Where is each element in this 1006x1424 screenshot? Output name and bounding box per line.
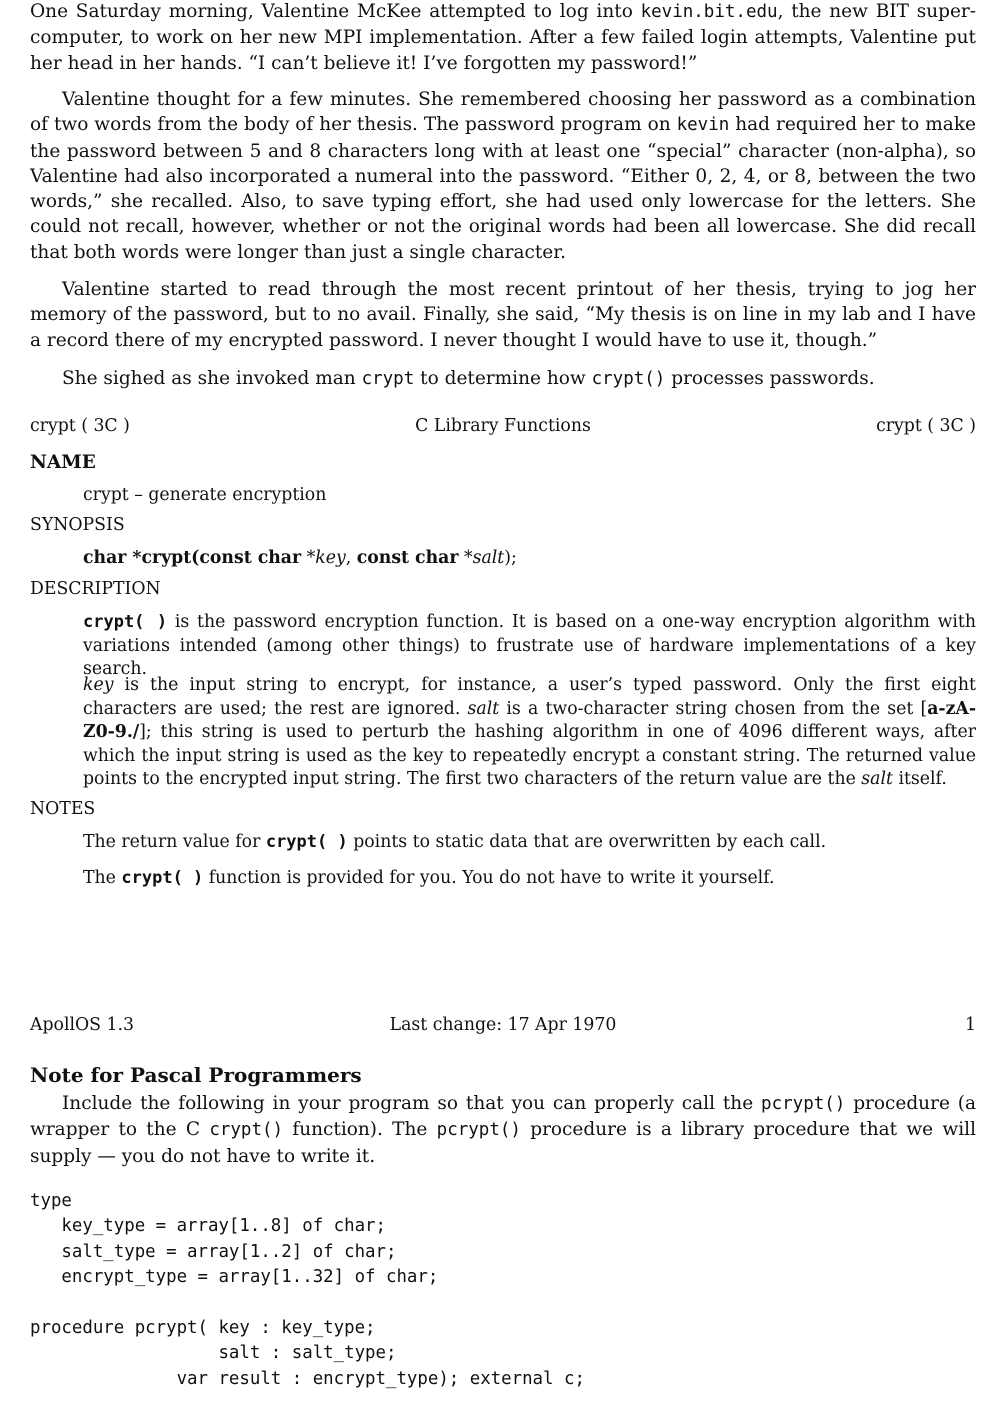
- story-paragraph-1: One Saturday morning, Valentine McKee attempted to log into kevin.bit.edu, the new BIT super-computer, to work on her new MPI implementation. After a few failed login attempts, Valentine put her head in her hands. “I can’t believe it! I’ve forgotten my password!”: [30, 1, 976, 74]
- pascal-paragraph: Include the following in your program so that you can properly call the pcrypt() procedure (a wrapper to the C crypt() function). The pcrypt() procedure is a library procedure that we will supply — you do not have to write it.: [30, 1093, 976, 1167]
- man-command: crypt: [361, 369, 415, 389]
- man-footer-page: 1: [965, 1015, 976, 1035]
- code-type-block: type key_type = array[1..8] of char; salt_type = array[1..2] of char; encrypt_type = array[1..32] of char;: [30, 1191, 439, 1288]
- name-text: crypt – generate encryption: [83, 485, 327, 505]
- man-footer: [30, 1015, 976, 1039]
- story-paragraph-3: Valentine started to read through the most recent printout of her thesis, trying to jog her memory of the password, but to no avail. Finally, she said, “My thesis is on line in my lab and I have a record there of my encrypted password. I never thought I would have to use it, though.”: [30, 279, 976, 351]
- crypt-func: crypt(): [591, 369, 666, 389]
- man-footer-left: ApollOS 1.3: [30, 1015, 134, 1035]
- man-header-right: crypt ( 3C ): [876, 416, 976, 436]
- description-paragraph-2: key is the input string to encrypt, for instance, a user’s typed password. Only the first eight characters are used; the rest are ignored. salt is a two-character string chosen from the set [a-zA-Z0-9./]; this string is used to perturb the hashing algorithm in one of 4096 different ways, after which the input string is used as the key to repeatedly encrypt a constant string. The returned value points to the encrypted input string. The first two characters of the return value are the salt itself.: [83, 675, 976, 789]
- synopsis-heading: SYNOPSIS: [30, 515, 125, 535]
- code-procedure-block: procedure pcrypt( key : key_type; salt : salt_type; var result : encrypt_type); external c;: [30, 1318, 585, 1389]
- man-header-left: crypt ( 3C ): [30, 416, 130, 436]
- synopsis-text: char *crypt(const char *key, const char *salt);: [83, 548, 517, 568]
- notes-heading: NOTES: [30, 799, 96, 819]
- name-heading: NAME: [30, 452, 96, 473]
- man-footer-center: Last change: 17 Apr 1970: [389, 1015, 617, 1035]
- description-paragraph-1: crypt( ) is the password encryption function. It is based on a one-way encryption algorithm with variations intended (among other things) to frustrate use of hardware implementations of a key search.: [83, 612, 976, 679]
- story-paragraph-2: Valentine thought for a few minutes. She remembered choosing her password as a combination of two words from the body of her thesis. The password program on kevin had required her to make the password between 5 and 8 characters long with at least one “special” character (non-alpha), so Valentine had also incorporated a numeral into the password. “Either 0, 2, 4, or 8, between the two words,” she recalled. Also, to save typing effort, she had used only lowercase for the letters. She could not recall, however, whether or not the original words had been all lowercase. She did recall that both words were longer than just a single character.: [30, 89, 976, 263]
- note-1: The return value for crypt( ) points to static data that are overwritten by each call.: [83, 832, 827, 852]
- man-header-center: C Library Functions: [415, 416, 591, 436]
- story-paragraph-4: She sighed as she invoked man crypt to determine how crypt() processes passwords.: [62, 368, 875, 389]
- note-2: The crypt( ) function is provided for you. You do not have to write it yourself.: [83, 868, 775, 888]
- man-header: [30, 416, 976, 440]
- description-heading: DESCRIPTION: [30, 579, 161, 599]
- pascal-heading: Note for Pascal Programmers: [30, 1063, 362, 1087]
- hostname: kevin.bit.edu: [640, 2, 778, 22]
- hostname-short: kevin: [676, 115, 730, 136]
